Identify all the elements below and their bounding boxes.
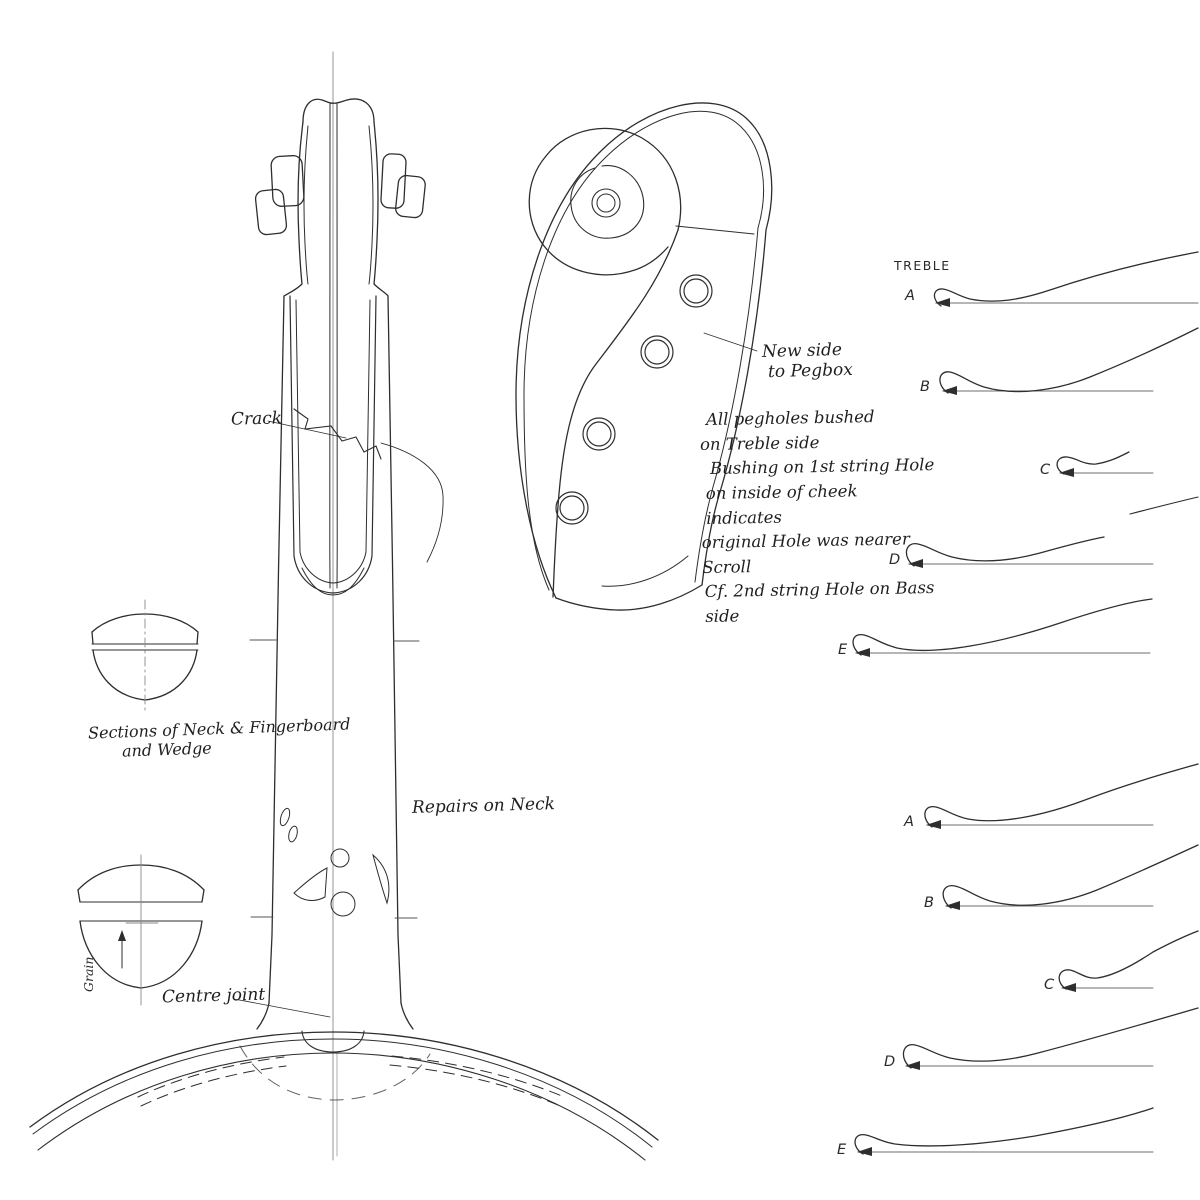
bass-label-c: C — [1044, 977, 1055, 993]
profile-treble-c — [1057, 452, 1153, 477]
neck-back-view — [250, 99, 443, 1003]
neck-centerline — [333, 52, 337, 1160]
crack-line — [294, 409, 443, 562]
bass-label-a: A — [904, 814, 914, 830]
profile-bass-c — [1059, 931, 1198, 992]
profile-treble-a — [934, 252, 1198, 307]
peg-right-inner — [381, 153, 407, 208]
note-line: on inside of cheek indicates — [705, 480, 858, 528]
treble-label-e: E — [838, 642, 848, 658]
treble-label-c: C — [1040, 462, 1051, 478]
bass-label-b: B — [924, 895, 934, 911]
note-line: All pegholes bushed — [705, 407, 875, 430]
peg-left-outer — [255, 189, 287, 236]
repair-patches — [278, 807, 388, 916]
body-outline — [30, 999, 658, 1160]
repairs-label: Repairs on Neck — [411, 794, 556, 818]
note-line: Cf. 2nd string Hole on Bass side — [704, 577, 935, 626]
cross-section-lower — [78, 855, 204, 1005]
bass-label-e: E — [837, 1142, 847, 1158]
sections-caption-line2: and Wedge — [121, 738, 213, 761]
centre-joint-label: Centre joint — [161, 984, 266, 1008]
profile-bass-e — [855, 1108, 1153, 1156]
new-side-label-line1: New side — [761, 339, 843, 363]
profile-treble-b — [940, 328, 1198, 395]
profile-treble-d — [906, 497, 1198, 568]
cross-section-upper — [92, 600, 198, 712]
grain-label: Grain — [81, 956, 96, 992]
note-line: on Treble side — [699, 432, 820, 454]
crack-label: Crack — [230, 408, 283, 430]
note-line: Bushing on 1st string Hole — [709, 455, 935, 478]
peg-right-outer — [395, 175, 426, 219]
treble-label-d: D — [889, 552, 901, 568]
treble-label-a: A — [905, 288, 915, 304]
sections-caption-line1: Sections of Neck & Fingerboard — [87, 714, 351, 743]
profile-bass-d — [903, 1008, 1198, 1070]
grain-arrow — [118, 930, 126, 968]
treble-label-b: B — [920, 379, 930, 395]
new-side-label-line2: to Pegbox — [767, 359, 854, 383]
profile-bass-b — [943, 845, 1198, 910]
pegbox-notes — [699, 406, 936, 627]
note-line: original Hole was nearer Scroll — [701, 528, 910, 577]
bass-label-d: D — [884, 1054, 896, 1070]
profile-bass-a — [925, 764, 1198, 829]
treble-header: TREBLE — [894, 258, 951, 273]
